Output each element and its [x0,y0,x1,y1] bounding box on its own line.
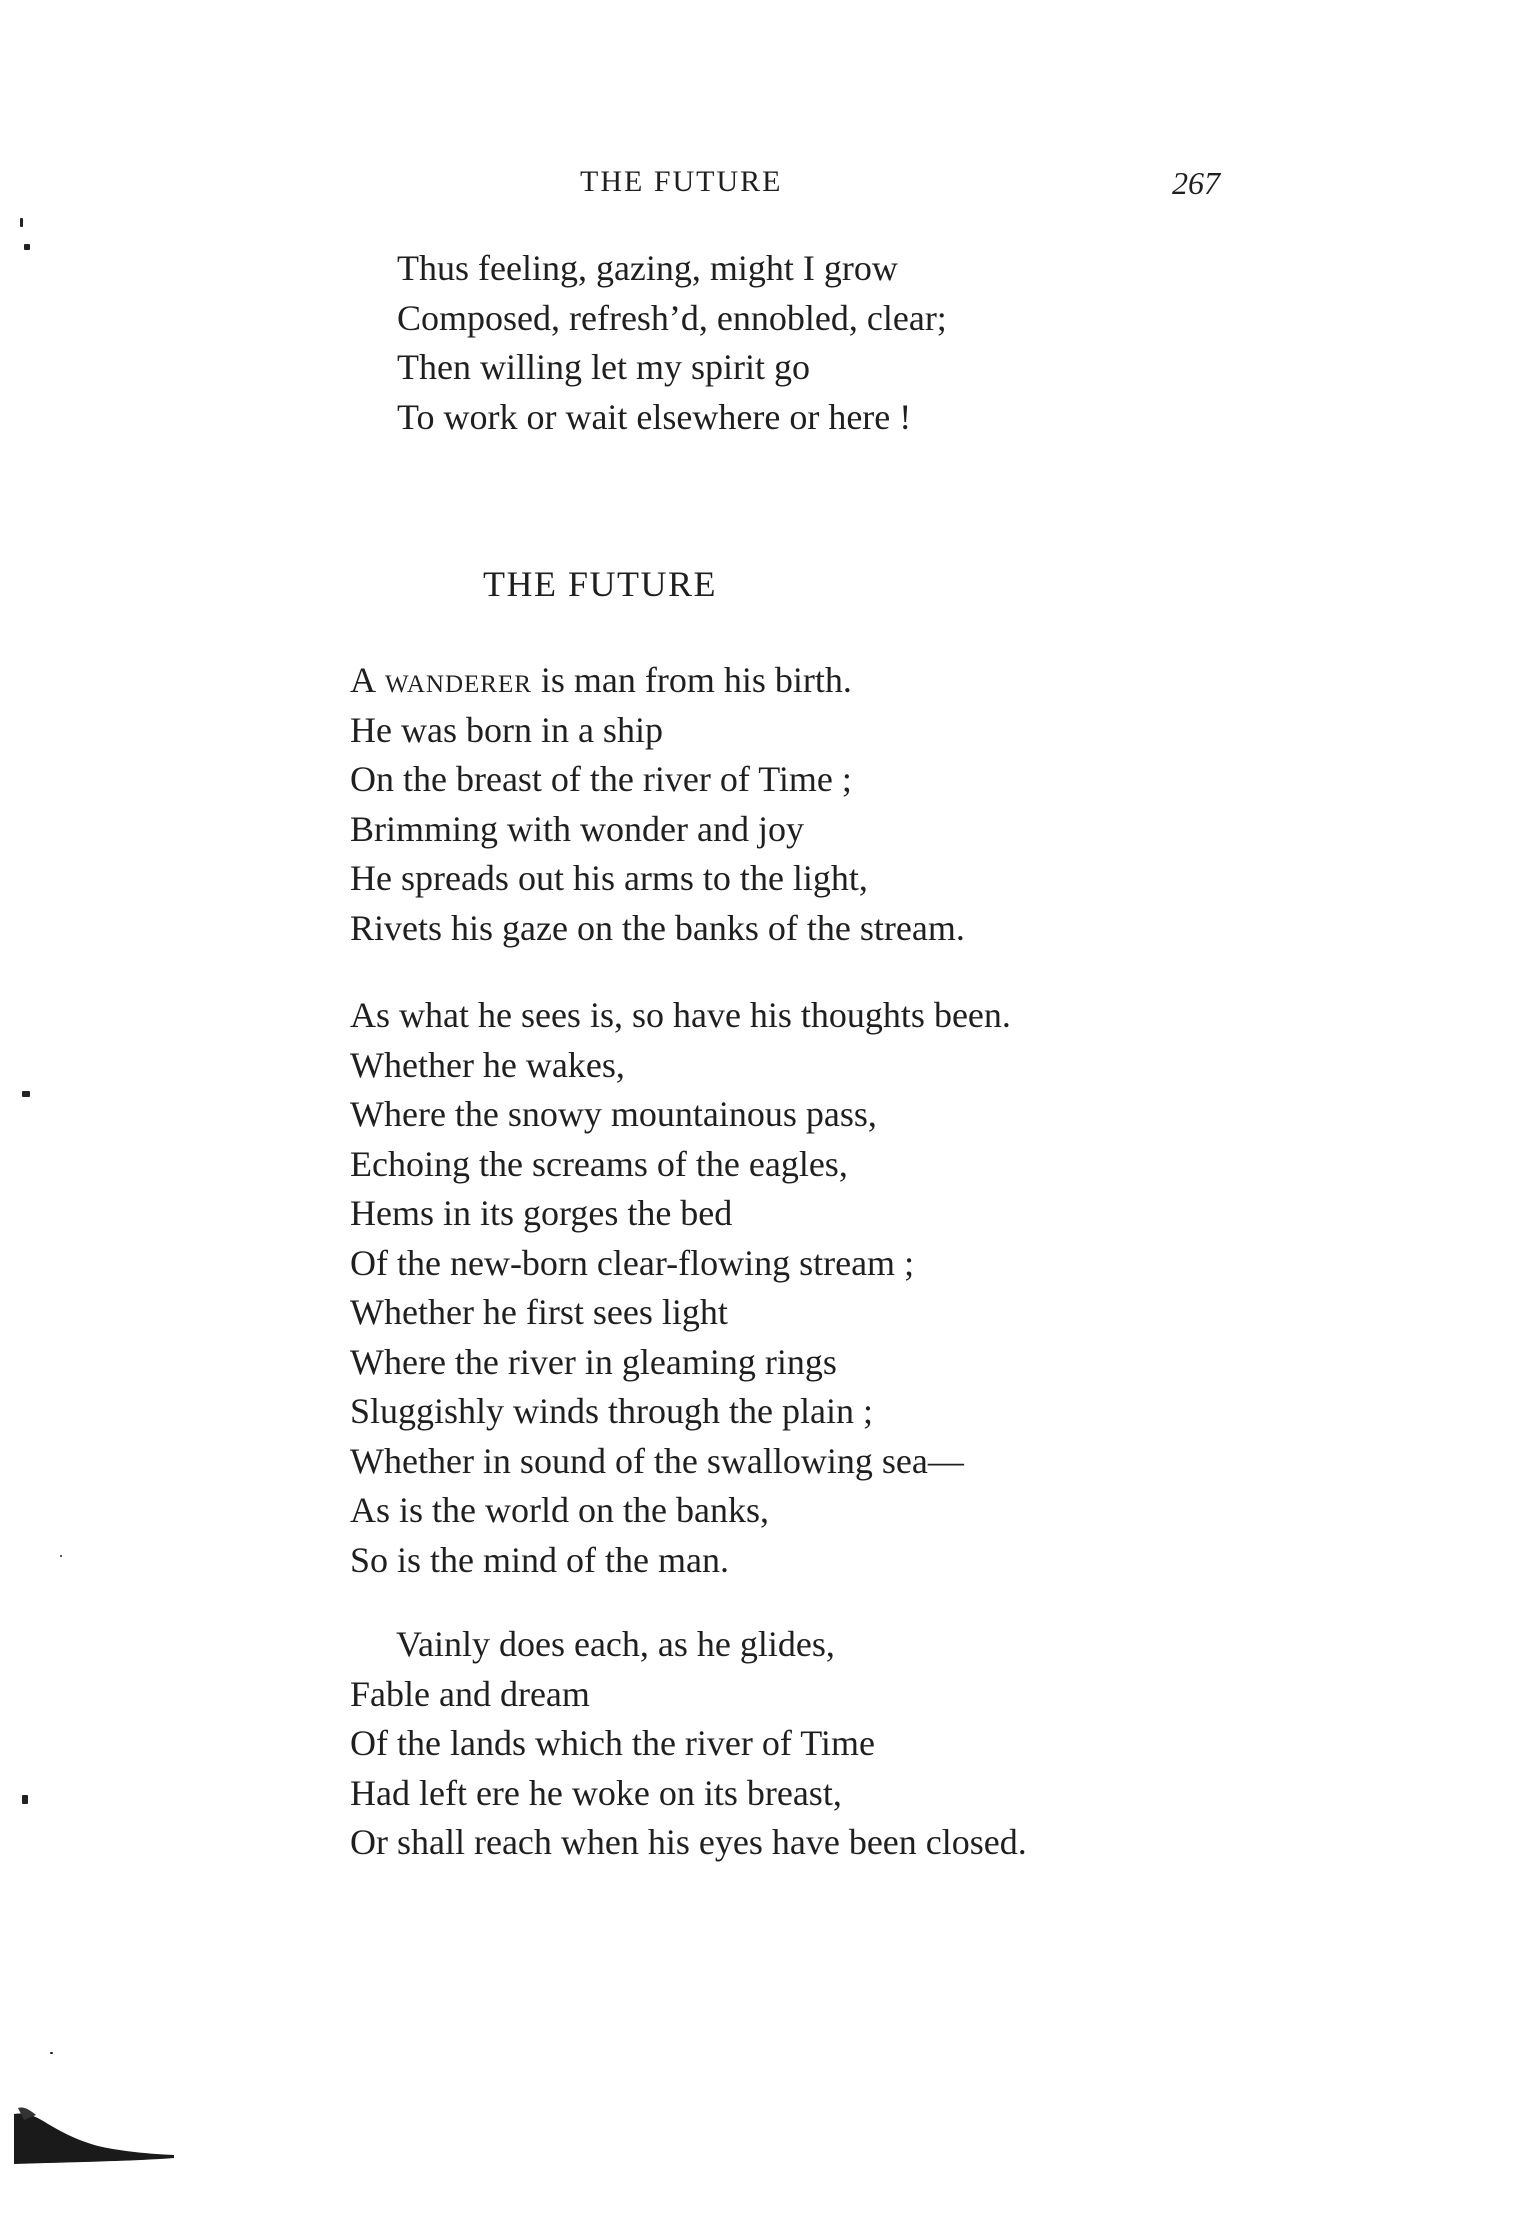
verse-line: Hems in its gorges the bed [350,1193,733,1233]
verse-line: Of the new-born clear-flowing stream ; [350,1242,915,1283]
verse-line: On the breast of the river of Time ; [350,759,852,799]
verse-line: Sluggishly winds through the plain ; [350,1391,874,1431]
poem-stanza-1 [350,656,965,953]
verse-line: Composed, refresh’d, ennobled, clear; [397,297,947,338]
scan-speck [24,244,30,250]
verse-line: Brimming with wonder and joy [350,808,804,849]
verse-line: Where the snowy mountainous pass, [350,1094,877,1134]
verse-line: Where the river in gleaming rings [350,1341,837,1382]
scan-speck [60,1555,62,1557]
page-number: 267 [1172,165,1220,201]
previous-poem-closing-stanza [397,244,947,442]
opening-words-smallcaps: A wanderer [350,660,532,700]
verse-line: So is the mind of the man. [350,1539,729,1580]
verse-line: He spreads out his arms to the light, [350,858,868,898]
verse-line: Then willing let my spirit go [397,347,810,387]
verse-line: Had left ere he woke on its breast, [350,1772,842,1813]
scan-speck [22,1795,28,1804]
scan-speck [50,2052,53,2054]
verse-line: He was born in a ship [350,709,663,750]
verse-line: Whether he wakes, [350,1044,625,1085]
verse-line [350,656,965,706]
verse-line: Fable and dream [350,1673,590,1714]
verse-line: To work or wait elsewhere or here ! [397,396,912,437]
poem-stanza-2 [350,991,1011,1585]
verse-line: As what he sees is, so have his thoughts been. [350,995,1011,1035]
verse-line: Whether in sound of the swallowing sea— [350,1440,964,1481]
verse-line: Echoing the screams of the eagles, [350,1143,848,1184]
verse-line: Vainly does each, as he glides, [396,1624,835,1664]
scan-speck [22,1091,30,1097]
verse-line: As is the world on the banks, [350,1490,769,1530]
poem-stanza-3 [350,1620,1027,1868]
scan-speck [20,218,23,227]
binding-shadow [14,2106,174,2164]
verse-line: Or shall reach when his eyes have been closed. [350,1822,1027,1862]
verse-line-rest: is man from his birth. [531,660,852,700]
verse-line: Of the lands which the river of Time [350,1723,875,1763]
verse-line: Whether he first sees light [350,1292,728,1332]
verse-line: Thus feeling, gazing, might I grow [397,248,898,288]
poem-title: THE FUTURE [483,564,717,604]
running-head [0,165,1520,205]
verse-line: Rivets his gaze on the banks of the stream. [350,907,965,948]
running-head-title: THE FUTURE [580,165,783,198]
